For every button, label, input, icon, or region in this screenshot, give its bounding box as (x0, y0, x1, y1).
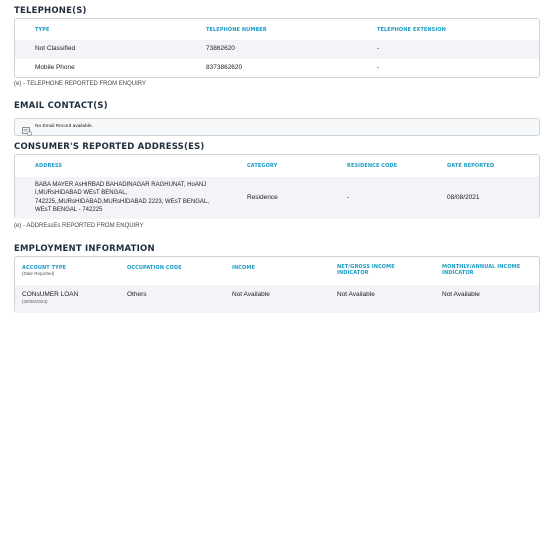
employment-table (14, 256, 540, 313)
table-row (15, 177, 539, 219)
table-row (15, 40, 539, 59)
address-category: Residence (247, 194, 278, 201)
address-line: WEsT BENGAL - 742225 (35, 206, 103, 213)
phone-type: Not Classified (35, 45, 76, 52)
header-category: CATEGORY (247, 163, 278, 169)
occupation-code: Others (127, 291, 147, 298)
address-line: BABA MAYER AsHIRBAD BAHADINAGAR RAGHUNAT, HoANJ (35, 182, 207, 188)
account-date-reported: (30/06/2024) (22, 299, 48, 304)
header-monthly-annual-indicator: MONTHLY/ANNUAL INCOME INDICATOR (442, 264, 521, 276)
telephones-table (14, 18, 540, 78)
no-record-icon (22, 123, 32, 132)
header-telephone-number: TELEPHONE NUMBER (206, 27, 267, 33)
monthly-annual-indicator: Not Available (442, 291, 480, 298)
phone-extension: - (377, 64, 380, 71)
header-telephone-extension: TELEPHONE EXTENSION (377, 27, 446, 33)
header-income: INCOME (232, 265, 255, 271)
header-date-reported-sub: (Date Reported) (22, 271, 55, 276)
phone-extension: - (377, 45, 380, 52)
header-address: ADDRESS (35, 163, 63, 169)
address-text (35, 181, 240, 214)
address-line: I,MURsHIDABAD WEsT BENGAL, (35, 190, 128, 197)
phone-number: 8373862620 (206, 64, 243, 71)
income: Not Available (232, 291, 270, 298)
addresses-table (14, 154, 540, 219)
table-row (15, 285, 539, 313)
header-type: TYPE (35, 27, 50, 33)
header-net-gross-indicator: NET/GROSS INCOME INDICATOR (337, 264, 395, 276)
header-residence-code: RESIDENCE CODE (347, 163, 398, 169)
table-row (15, 59, 539, 78)
email-empty-box (14, 118, 540, 136)
address-line: 742225,,MURsHIDABAD,MURsHIDABAD 2223, WEsT BENGAL, (35, 198, 209, 205)
phone-number: 73862620 (206, 45, 235, 52)
phone-type: Mobile Phone (35, 64, 75, 71)
addresses-title: CONSUMER'S REPORTED ADDRESS(ES) (14, 142, 205, 152)
account-type: CONsUMER LOAN (22, 291, 79, 298)
telephones-note: (e) - TELEPHONE REPORTED FROM ENQUIRY (14, 81, 147, 87)
addresses-note: (e) - ADDREssEs REPORTED FROM ENQUIRY (14, 223, 144, 229)
header-account-type: ACCOUNT TYPE (22, 265, 67, 271)
net-gross-indicator: Not Available (337, 291, 375, 298)
residence-code: - (347, 194, 350, 201)
telephones-title: TELEPHONE(S) (14, 6, 87, 16)
date-reported: 08/08/2021 (447, 194, 480, 201)
email-empty-text: No Email Record available. (35, 124, 93, 129)
employment-title: EMPLOYMENT INFORMATION (14, 244, 155, 254)
email-title: EMAIL CONTACT(S) (14, 101, 108, 111)
header-date-reported: DATE REPORTED (447, 163, 495, 169)
header-occupation-code: OCCUPATION CODE (127, 265, 182, 271)
